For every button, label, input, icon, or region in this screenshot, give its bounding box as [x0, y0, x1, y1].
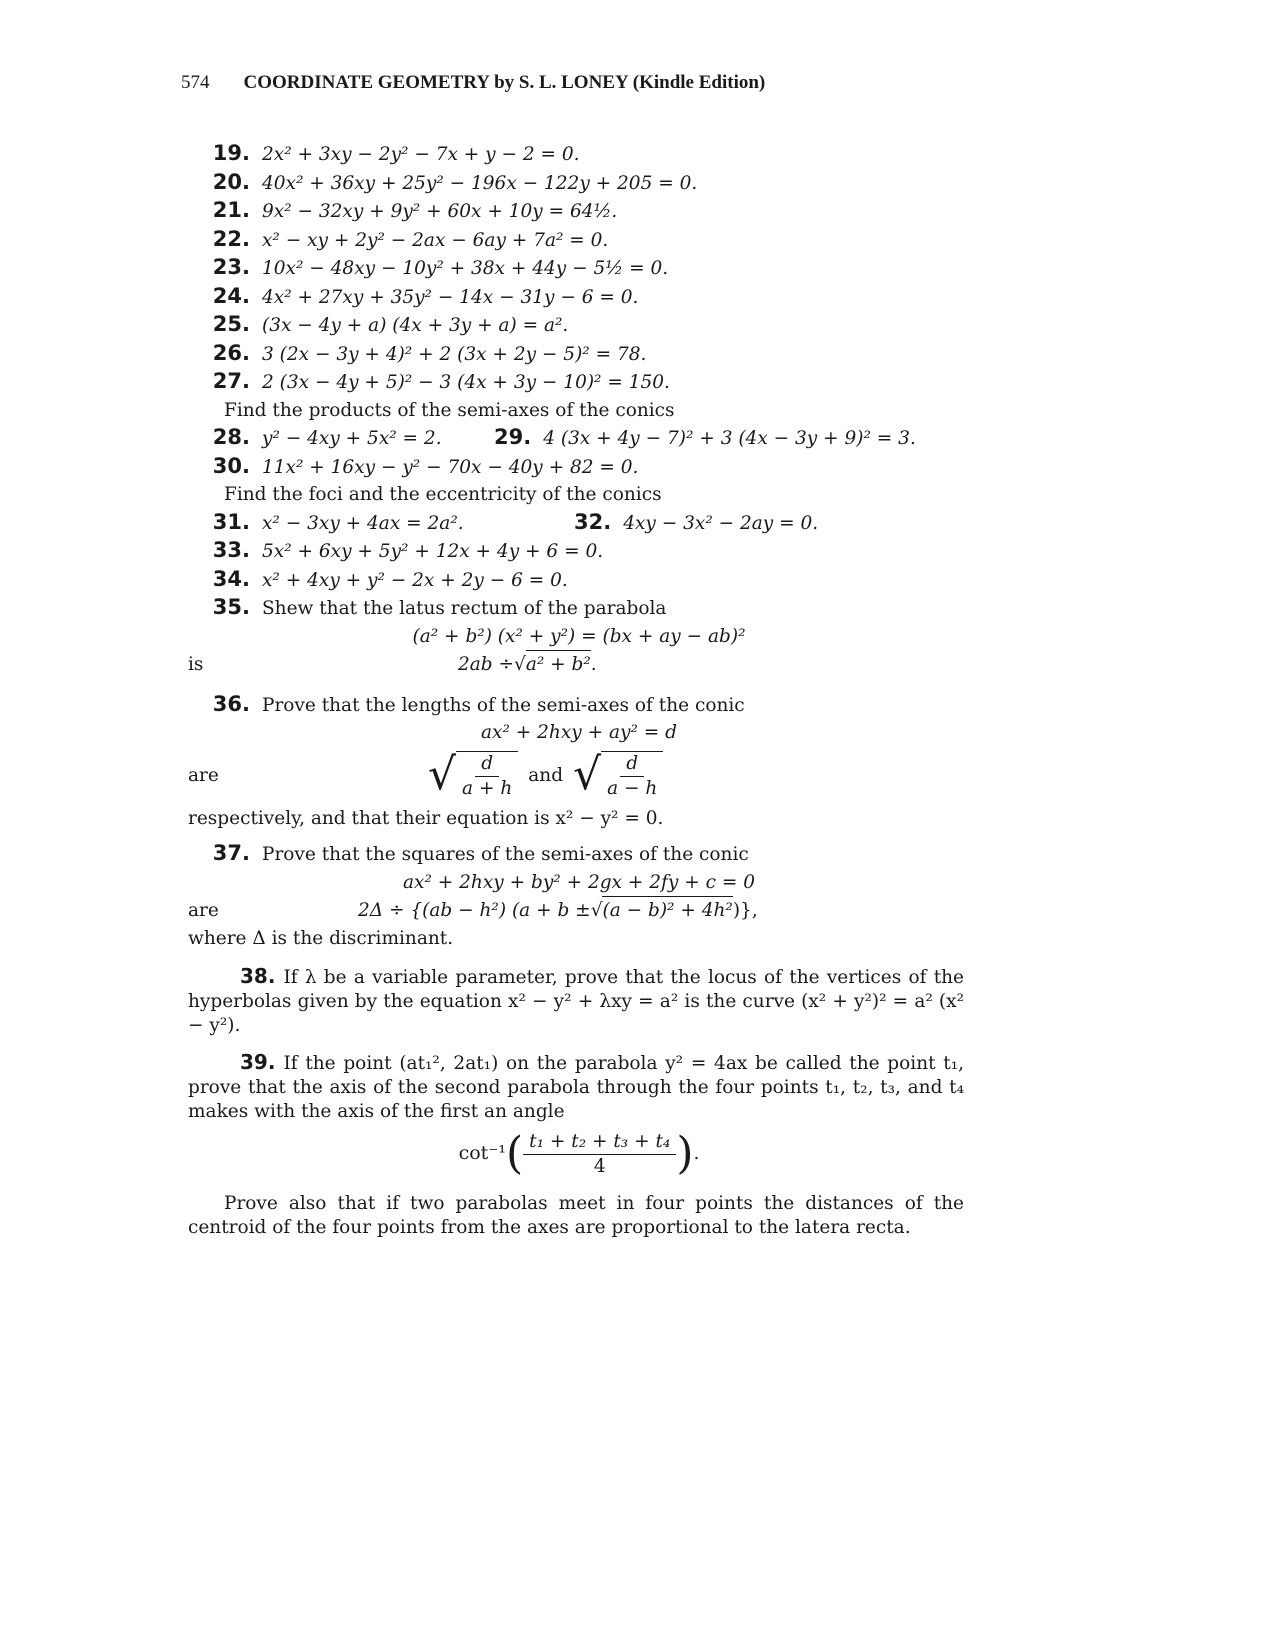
problem-number: 26. [212, 340, 250, 365]
page-body [188, 140, 964, 1240]
right-paren: ) [676, 1128, 694, 1179]
problem-36 [194, 691, 964, 720]
problem-number: 31. [212, 509, 250, 534]
numerator: d [475, 752, 499, 777]
problem-number: 27. [212, 369, 250, 393]
equation-end: . [693, 1143, 700, 1165]
problem-text: If the point (at₁², 2at₁) on the parabola y² = 4ax be called the point t₁, prove that the axis of the second parabola through the four points t₁, t₂, t₃, and t₄ makes with the axis of the first an angle [188, 1053, 964, 1122]
problem-35 [194, 594, 964, 623]
problem-19 [194, 140, 964, 169]
problem-37-result [188, 896, 964, 925]
problem-number: 30. [212, 453, 250, 478]
problem-number: 25. [212, 312, 250, 336]
fraction-2 [601, 751, 663, 801]
equation: 2x² + 3xy − 2y² − 7x + y − 2 = 0. [262, 144, 580, 165]
are-label: are [188, 900, 219, 921]
fraction-1 [456, 751, 518, 801]
problem-39-para2: Prove also that if two parabolas meet in four points the distances of the centroid of the four points from the axes are proportional to the latera recta. [188, 1193, 964, 1238]
equation-end: )}, [732, 900, 758, 921]
equation-end: . [590, 654, 597, 675]
radical-2 [573, 748, 663, 801]
equation: x² − 3xy + 4ax = 2a². [262, 512, 464, 534]
problem-number: 32. [574, 509, 612, 534]
equation: ax² + 2hxy + by² + 2gx + 2fy + c = 0 [403, 871, 755, 893]
problem-25 [194, 311, 964, 340]
and-word: and [528, 764, 564, 786]
equation: (a² + b²) (x² + y²) = (bx + ay − ab)² [412, 625, 746, 647]
problem-36-tail: respectively, and that their equation is x² − y² = 0. [188, 807, 664, 829]
problem-30 [194, 453, 964, 482]
problem-number: 20. [212, 169, 250, 194]
section-heading-products: Find the products of the semi-axes of the conics [224, 399, 675, 421]
equation: 3 (2x − 3y + 4)² + 2 (3x + 2y − 5)² = 78. [262, 343, 647, 365]
numerator: d [620, 752, 644, 777]
problem-number: 19. [212, 141, 250, 165]
equation: 2 (3x − 4y + 5)² − 3 (4x + 3y − 10)² = 150. [262, 372, 670, 393]
problem-36-result [188, 747, 964, 805]
equation: ax² + 2hxy + ay² = d [481, 722, 677, 743]
problems-31-32 [194, 509, 964, 538]
problems-28-29 [194, 424, 964, 453]
equation: y² − 4xy + 5x² = 2. [262, 428, 442, 449]
equation: 4xy − 3x² − 2ay = 0. [623, 512, 819, 534]
problem-33 [194, 537, 964, 566]
problem-text: Shew that the latus rectum of the parabola [262, 598, 667, 619]
numerator: t₁ + t₂ + t₃ + t₄ [523, 1130, 676, 1155]
problem-number: 39. [240, 1050, 276, 1074]
problem-number: 22. [212, 226, 250, 251]
equation: x² − xy + 2y² − 2ax − 6ay + 7a² = 0. [262, 229, 609, 251]
sqrt-icon: √ [590, 900, 603, 921]
cot-label: cot⁻¹ [458, 1142, 506, 1165]
problem-text: Prove that the squares of the semi-axes of the conic [262, 844, 749, 865]
problem-number: 29. [494, 425, 532, 449]
sqrt-icon: √ [428, 748, 457, 800]
are-label: are [188, 764, 219, 786]
problem-23 [194, 254, 964, 283]
page-header [181, 72, 765, 94]
problem-number: 38. [240, 964, 276, 988]
problem-38 [188, 964, 964, 1038]
equation: 40x² + 36xy + 25y² − 196x − 122y + 205 = 0. [262, 172, 698, 194]
fraction [523, 1130, 676, 1179]
problem-number: 21. [212, 198, 250, 222]
equation: x² + 4xy + y² − 2x + 2y − 6 = 0. [262, 569, 568, 591]
problem-number: 33. [212, 538, 250, 562]
problem-22 [194, 226, 964, 255]
problem-number: 28. [212, 425, 250, 449]
problem-37 [194, 840, 964, 869]
page-number: 574 [181, 72, 210, 93]
equation-left: 2ab ÷ [458, 654, 515, 675]
cot-expression [194, 1124, 964, 1184]
problem-number: 23. [212, 255, 250, 279]
problem-39 [188, 1050, 964, 1124]
problem-21 [194, 197, 964, 226]
problem-text: Prove that the lengths of the semi-axes of the conic [262, 694, 745, 716]
radicand: a² + b² [526, 650, 591, 679]
equation: 9x² − 32xy + 9y² + 60x + 10y = 64½. [262, 201, 618, 222]
radical-1 [428, 748, 518, 801]
problem-34 [194, 566, 964, 595]
problem-24 [194, 283, 964, 312]
problem-number: 34. [212, 566, 250, 591]
problem-number: 36. [212, 691, 250, 716]
left-paren: ( [505, 1128, 524, 1179]
denominator: 4 [593, 1155, 606, 1177]
problem-number: 24. [212, 283, 250, 308]
equation: 11x² + 16xy − y² − 70x − 40y + 82 = 0. [262, 456, 639, 478]
is-label: is [188, 654, 204, 675]
section-heading-foci: Find the foci and the eccentricity of the conics [224, 484, 662, 505]
running-title: COORDINATE GEOMETRY by S. L. LONEY (Kindle Edition) [243, 72, 766, 93]
radicand: (a − b)² + 4h² [602, 896, 732, 925]
equation: 4 (3x + 4y − 7)² + 3 (4x − 3y + 9)² = 3. [543, 428, 916, 449]
equation: 10x² − 48xy − 10y² + 38x + 44y − 5½ = 0. [262, 258, 669, 279]
equation: (3x − 4y + a) (4x + 3y + a) = a². [262, 315, 569, 336]
problem-37-tail: where Δ is the discriminant. [188, 927, 454, 949]
equation-left: 2Δ ÷ {(ab − h²) (a + b ± [358, 900, 591, 921]
problem-27 [194, 368, 964, 397]
problem-text: If λ be a variable parameter, prove that the locus of the vertices of the hyperbolas given by the equation x² − y² + λxy = a² is the curve (x² + y²)² = a² (x² − y²). [188, 967, 964, 1036]
problem-35-result [188, 650, 964, 679]
problem-26 [194, 340, 964, 369]
sqrt-icon: √ [514, 654, 526, 675]
equation: 4x² + 27xy + 35y² − 14x − 31y − 6 = 0. [262, 286, 639, 308]
problem-number: 35. [212, 595, 250, 619]
denominator: a + h [462, 777, 513, 799]
equation: 5x² + 6xy + 5y² + 12x + 4y + 6 = 0. [262, 541, 604, 562]
problem-20 [194, 169, 964, 198]
denominator: a − h [607, 777, 658, 799]
problem-number: 37. [212, 841, 250, 865]
sqrt-icon: √ [573, 748, 602, 800]
